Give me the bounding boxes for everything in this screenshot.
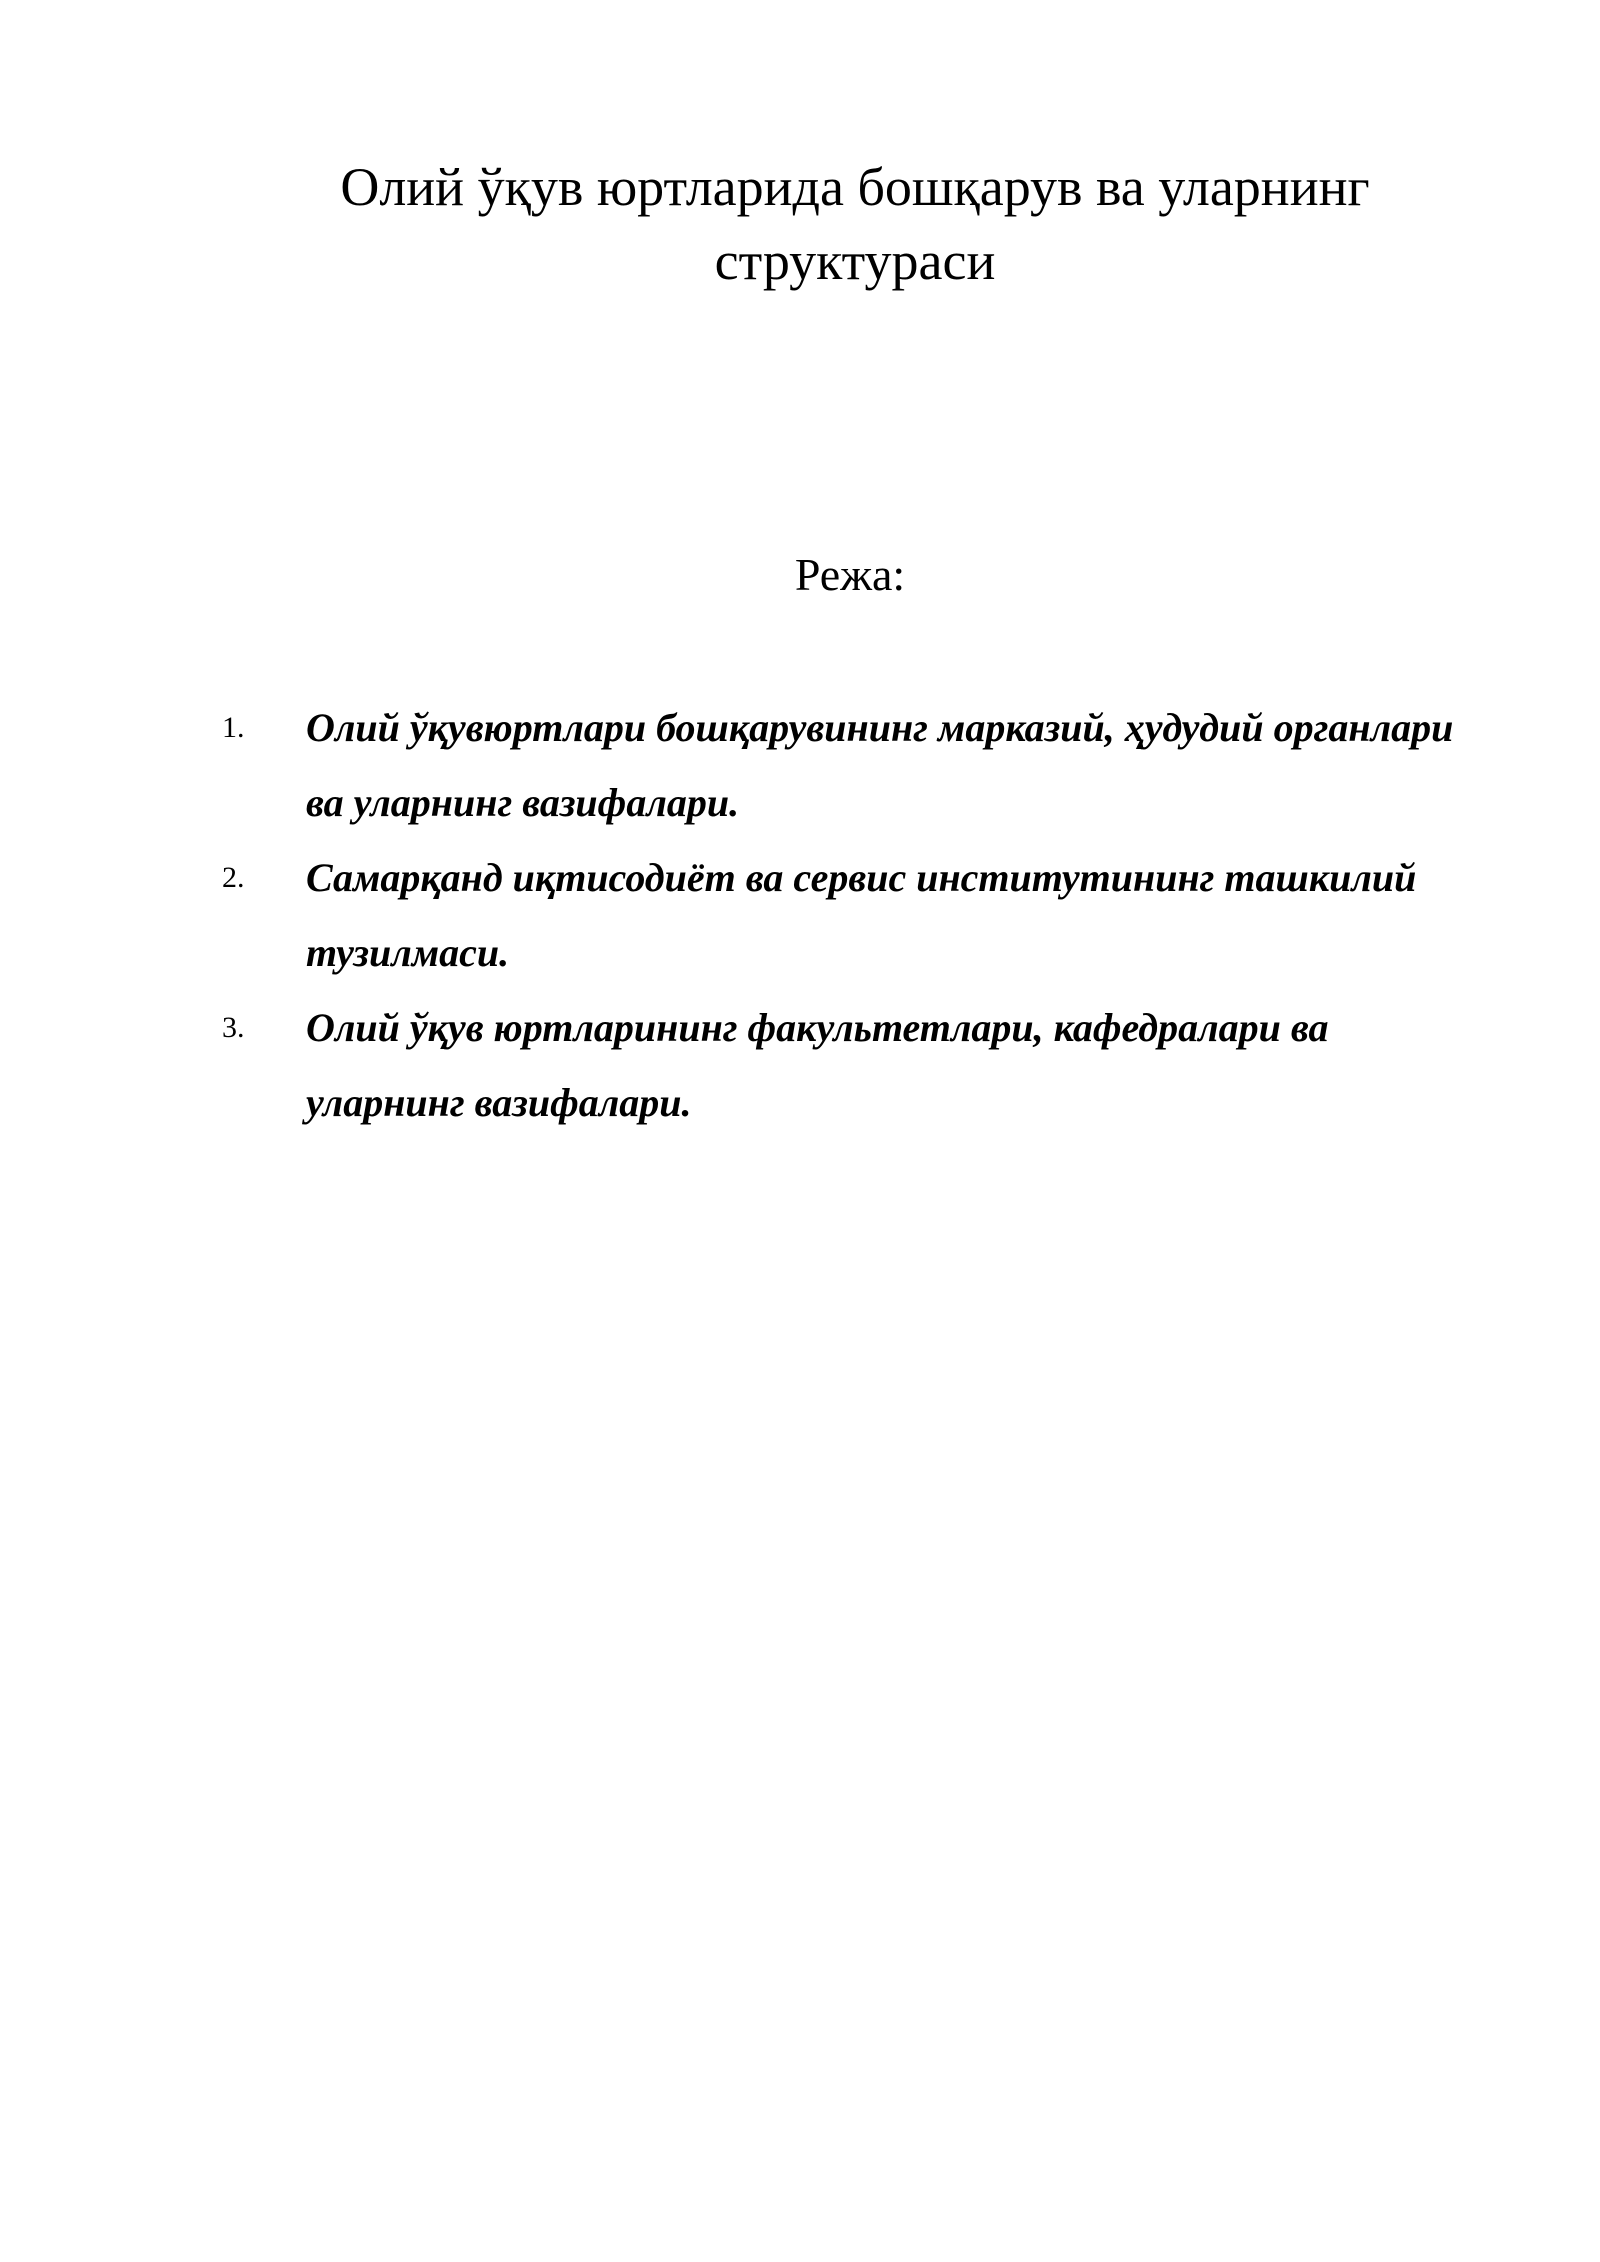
- plan-item-text: Олий ўқувюртлари бошқарувининг марказий, ҳудудий органлари ва уларнинг вазифалари.: [306, 705, 1454, 825]
- plan-item-number: 3.: [222, 1011, 245, 1044]
- plan-heading: Режа:: [794, 549, 906, 600]
- document-title: Олий ўқув юртларида бошқарув ва уларнинг структураси: [340, 157, 1370, 291]
- plan-item-number: 2.: [222, 861, 245, 894]
- plan-item-number: 1.: [222, 711, 245, 744]
- plan-list: [222, 690, 1462, 1140]
- plan-item-2: [222, 840, 1462, 990]
- plan-item-text: Олий ўқув юртларининг факультетлари, кафедралари ва уларнинг вазифалари.: [306, 1005, 1329, 1125]
- plan-item-1: [222, 690, 1462, 840]
- plan-item-3: [222, 990, 1462, 1140]
- plan-item-text: Самарқанд иқтисодиёт ва сервис институтининг ташкилий тузилмаси.: [306, 855, 1417, 975]
